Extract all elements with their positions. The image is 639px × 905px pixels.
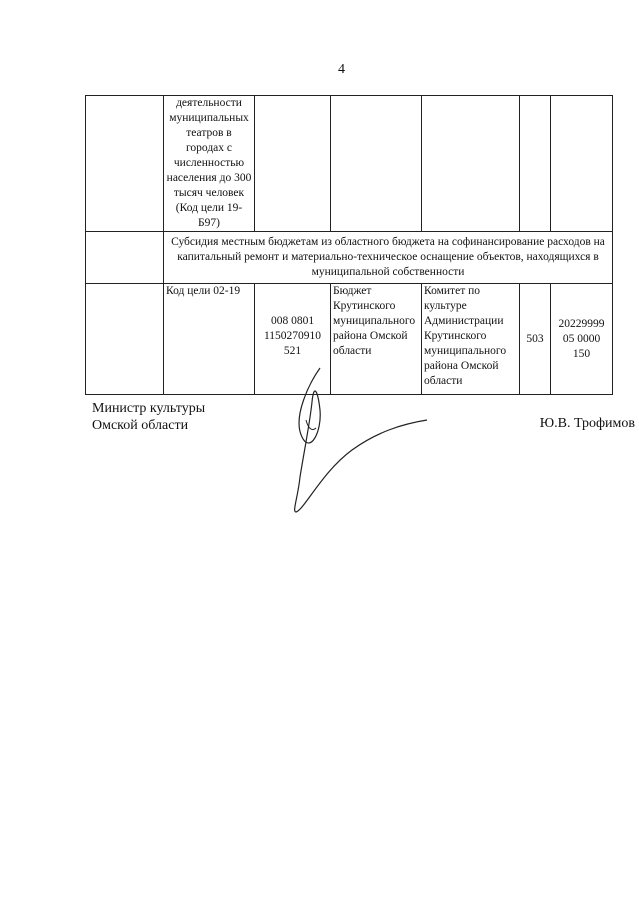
continuation-description: деятельности муниципальных театров в городах с численностью населения до 300 тысяч человек (Код цели 19-Б97) (164, 96, 255, 232)
empty-cell (86, 232, 164, 284)
empty-cell (331, 96, 422, 232)
administrator-cell: Комитет по культуре Администрации Крутинского муниципального района Омской области (422, 284, 520, 395)
signatory-position: Министр культуры Омской области (92, 401, 206, 433)
page-number: 4 (338, 62, 345, 77)
budget-name-cell: Бюджет Крутинского муниципального района Омской области (331, 284, 422, 395)
empty-cell (520, 96, 551, 232)
signatory-name: Ю.В. Трофимов (539, 416, 635, 431)
empty-cell (86, 284, 164, 395)
section-heading: Субсидия местным бюджетам из областного бюджета на софинансирование расходов на капитальный ремонт и материально-техническое оснащение объектов, находящихся в муниципальной собственности (164, 232, 613, 284)
empty-cell (422, 96, 520, 232)
target-code-cell: Код цели 02-19 (164, 284, 255, 395)
revenue-code-cell: 20229999 05 0000 150 (551, 284, 613, 395)
budget-table (85, 95, 613, 395)
empty-cell (551, 96, 613, 232)
budget-classification-cell: 008 0801 1150270910 521 (255, 284, 331, 395)
admin-code-cell: 503 (520, 284, 551, 395)
continuation-row (86, 96, 613, 232)
empty-cell (255, 96, 331, 232)
empty-cell (86, 96, 164, 232)
handwritten-signature (262, 362, 442, 522)
